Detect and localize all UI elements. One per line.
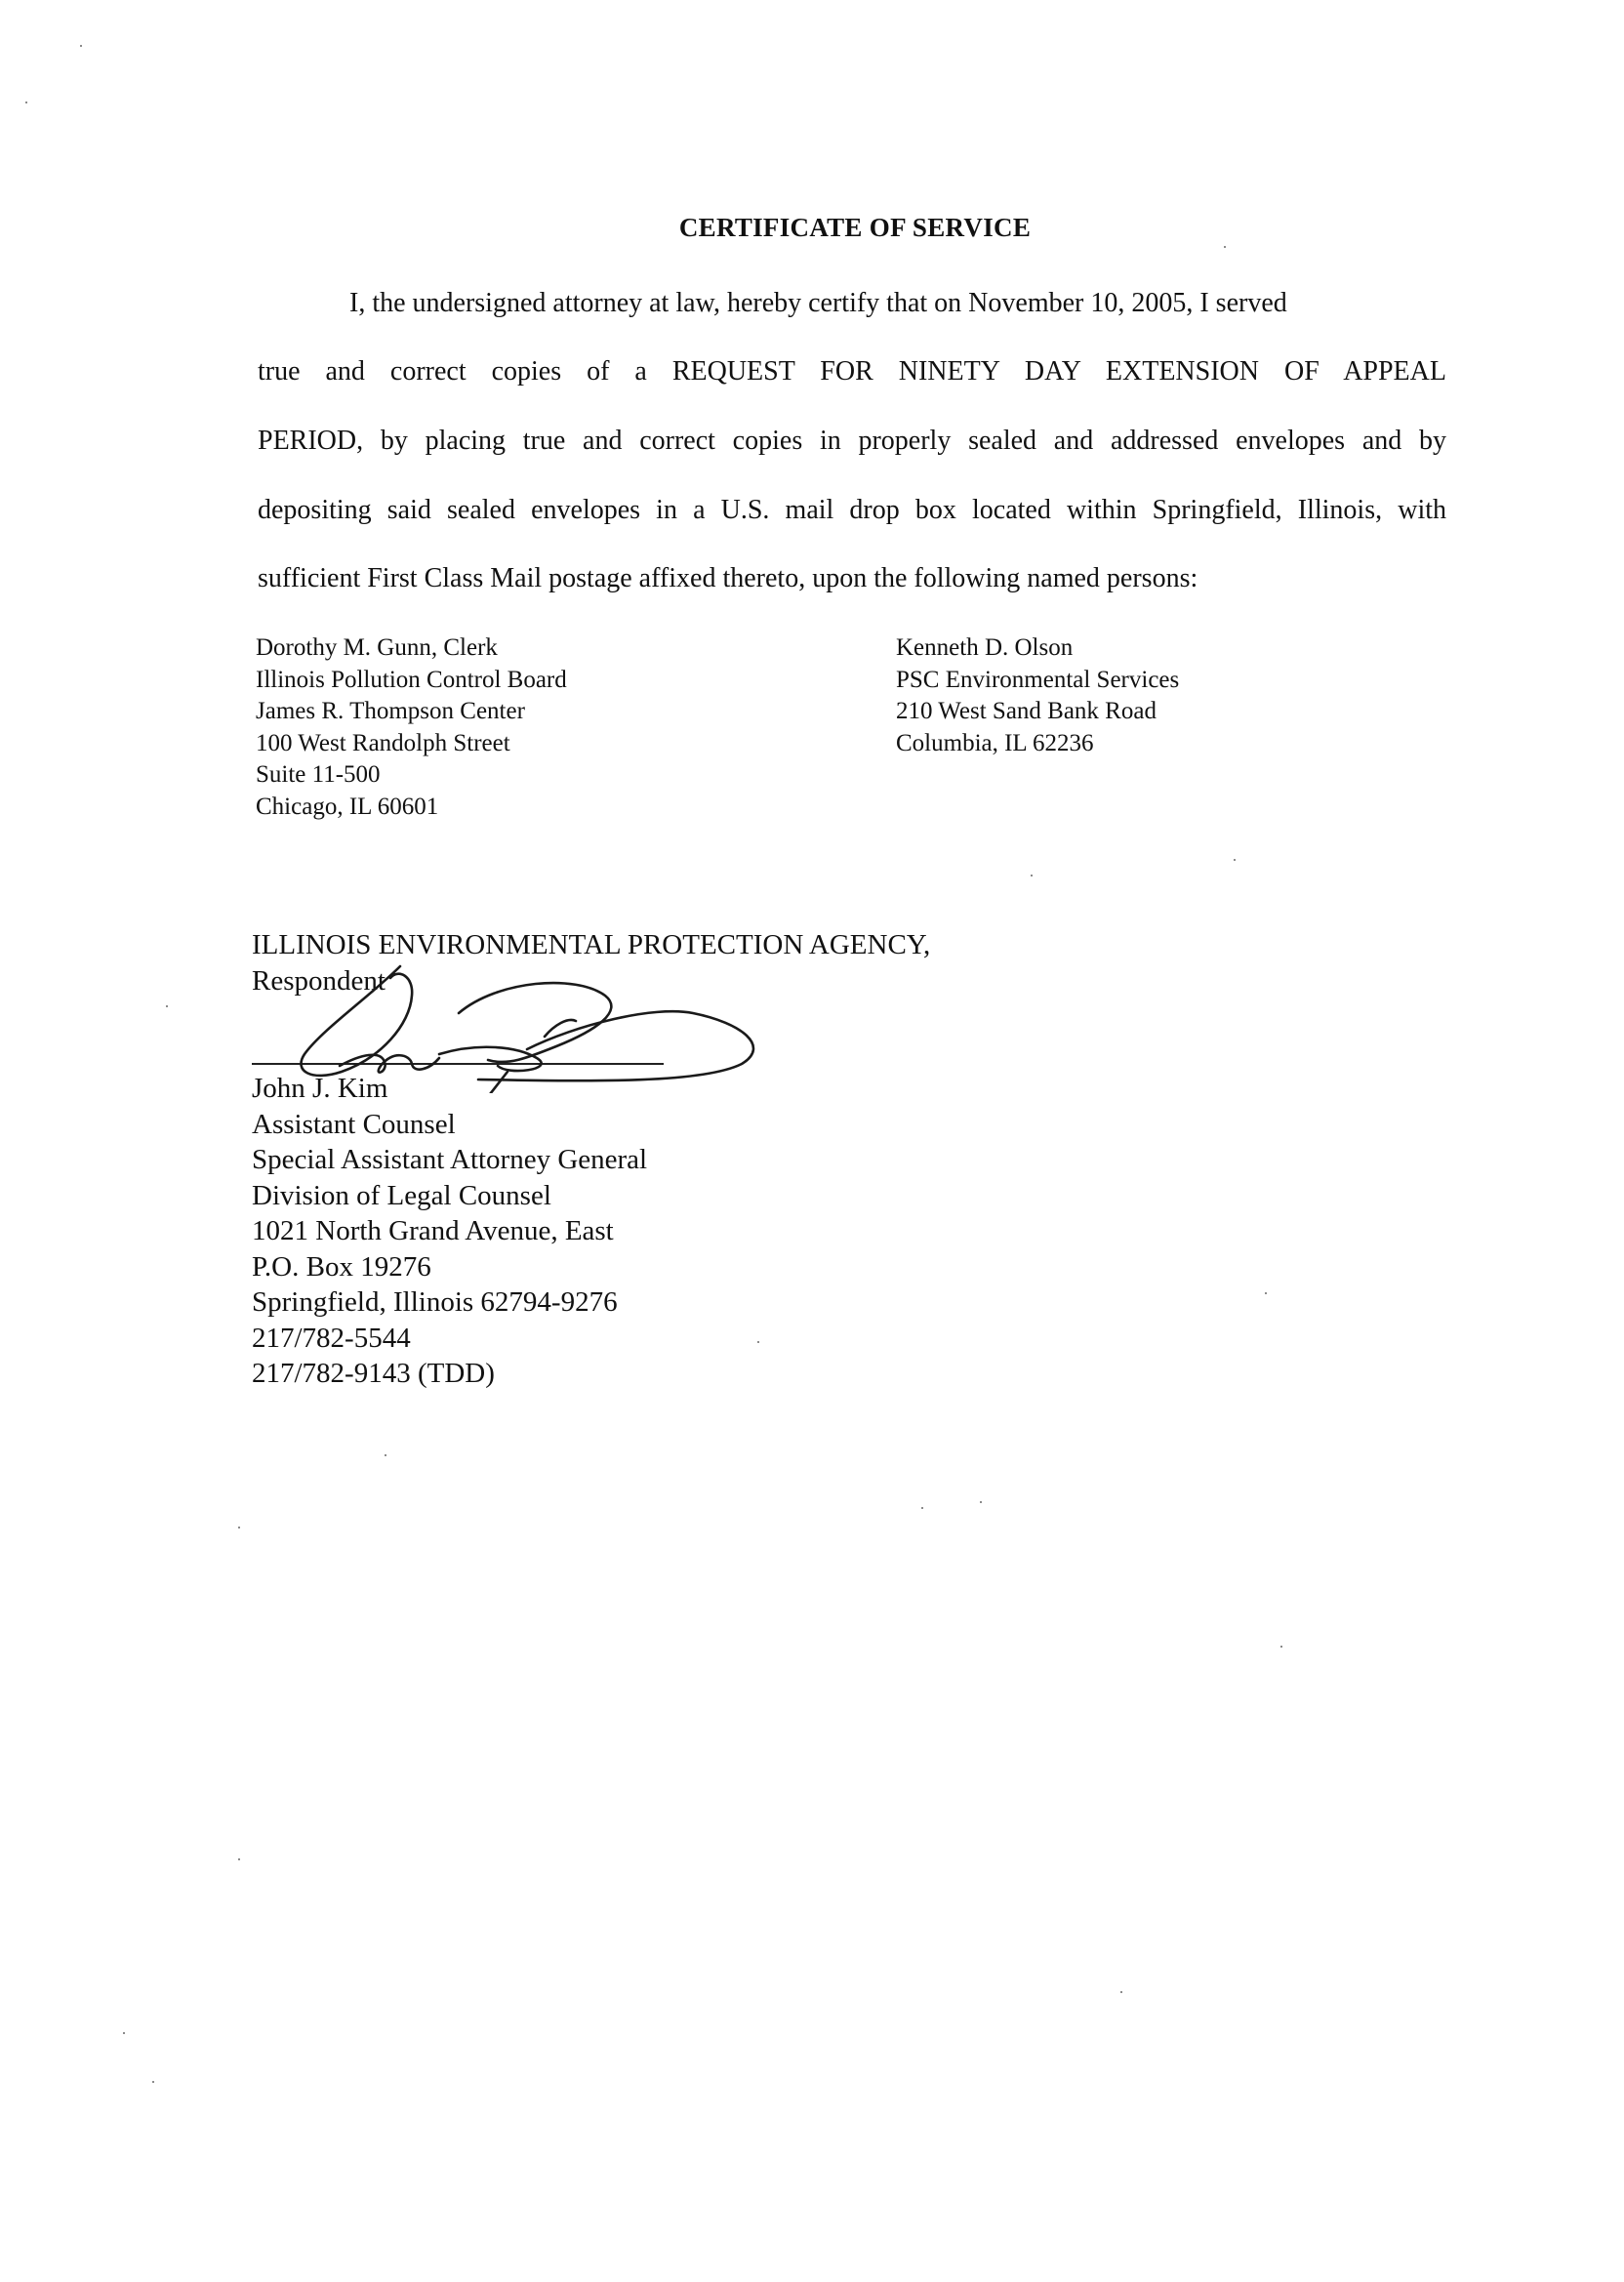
signatory-detail: Springfield, Illinois 62794-9276: [252, 1286, 618, 1318]
signatory-details: [252, 1071, 647, 1392]
address-line: Kenneth D. Olson: [896, 634, 1074, 661]
scan-speck: [980, 1501, 982, 1503]
scan-speck: [152, 2081, 154, 2083]
scan-speck: [1031, 875, 1033, 876]
address-line: Chicago, IL 60601: [256, 793, 439, 820]
scan-speck: [1224, 246, 1226, 248]
signatory-detail: P.O. Box 19276: [252, 1250, 431, 1283]
signatory-detail: Special Assistant Attorney General: [252, 1144, 648, 1175]
address-line: James R. Thompson Center: [256, 698, 525, 724]
signatory-phone: 217/782-5544: [252, 1322, 411, 1354]
paragraph-line-3: PERIOD, by placing true and correct copies in properly sealed and addressed envelopes and by: [258, 426, 1446, 456]
recipient-address-right: [896, 632, 1179, 759]
address-line: Dorothy M. Gunn, Clerk: [256, 634, 498, 661]
scan-speck: [123, 2032, 125, 2034]
scan-speck: [166, 1005, 168, 1007]
scan-speck: [1265, 1292, 1267, 1294]
scan-speck: [1234, 859, 1236, 861]
address-line: Illinois Pollution Control Board: [256, 666, 567, 693]
paragraph-line-5: sufficient First Class Mail postage affixed thereto, upon the following named persons:: [258, 563, 1198, 593]
respondent-label: Respondent: [252, 964, 386, 997]
signatory-tdd: 217/782-9143 (TDD): [252, 1358, 495, 1389]
scan-speck: [238, 1527, 240, 1528]
agency-name: ILLINOIS ENVIRONMENTAL PROTECTION AGENCY,: [252, 929, 931, 960]
scan-speck: [80, 45, 82, 47]
address-line: Suite 11-500: [256, 761, 381, 788]
scan-speck: [25, 102, 27, 103]
scan-speck: [238, 1858, 240, 1860]
paragraph-line-1: I, the undersigned attorney at law, hereby certify that on November 10, 2005, I served: [349, 288, 1287, 318]
scan-speck: [921, 1507, 923, 1509]
scan-speck: [385, 1454, 386, 1456]
paragraph-line-4: depositing said sealed envelopes in a U.S. mail drop box located within Springfield, Illinois, with: [258, 495, 1446, 525]
scan-speck: [1280, 1646, 1282, 1648]
address-line: PSC Environmental Services: [896, 666, 1180, 693]
signatory-title: Assistant Counsel: [252, 1108, 456, 1140]
signatory-detail: 1021 North Grand Avenue, East: [252, 1215, 614, 1246]
address-line: 210 West Sand Bank Road: [896, 698, 1157, 724]
signatory-detail: Division of Legal Counsel: [252, 1179, 551, 1211]
scan-speck: [757, 1341, 759, 1343]
signatory-name: John J. Kim: [252, 1073, 388, 1104]
recipient-address-left: [256, 632, 567, 823]
address-line: 100 West Randolph Street: [256, 729, 510, 756]
paragraph-line-2: true and correct copies of a REQUEST FOR NINETY DAY EXTENSION OF APPEAL: [258, 356, 1446, 387]
scan-speck: [1120, 1991, 1122, 1993]
address-line: Columbia, IL 62236: [896, 729, 1094, 756]
document-title: CERTIFICATE OF SERVICE: [678, 213, 1032, 242]
